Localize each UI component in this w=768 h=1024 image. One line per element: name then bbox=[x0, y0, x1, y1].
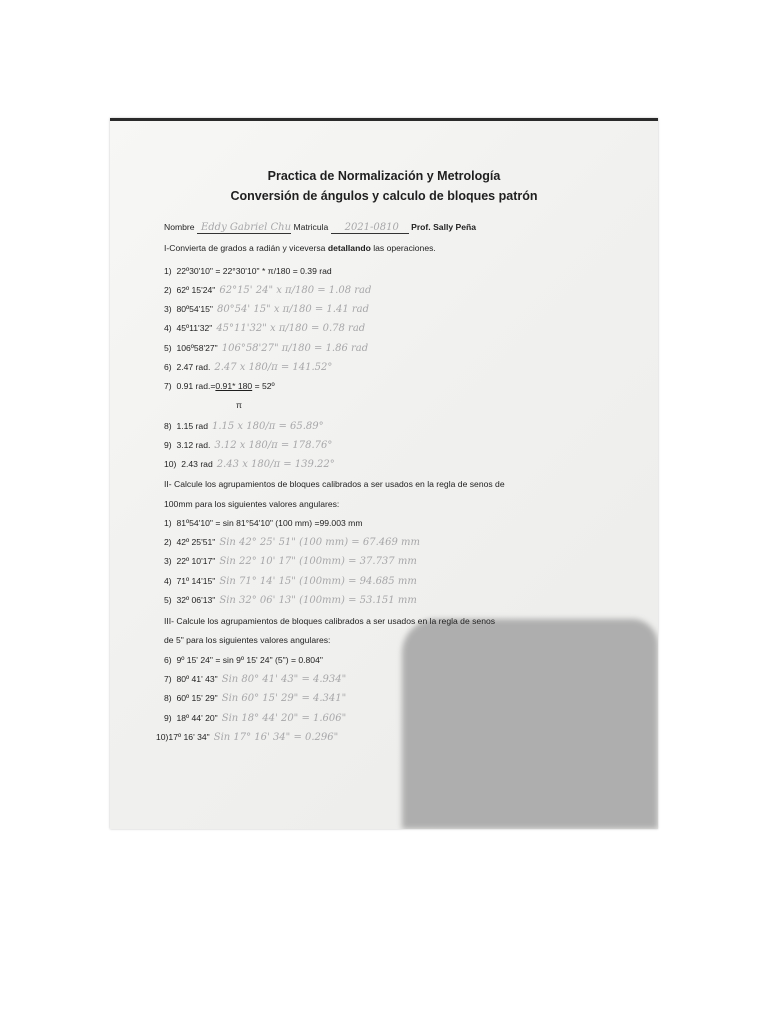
section2-instruction-line2: 100mm para los siguientes valores angulares: bbox=[164, 499, 340, 509]
name-value: Eddy Gabriel Chu bbox=[197, 222, 291, 234]
page-title: Practica de Normalización y Metrología bbox=[267, 169, 501, 183]
s1-item-8: 8) 1.15 rad 1.15 x 180/π = 65.89° bbox=[164, 421, 324, 432]
s2-item-2: 2) 42º 25'51" Sin 42° 25' 51" (100 mm) = 67.469 mm bbox=[164, 537, 420, 548]
s1-item-2: 2) 62º 15'24" 62°15' 24" x π/180 = 1.08 rad bbox=[164, 285, 372, 296]
s2-item-4: 4) 71º 14'15" Sin 71° 14' 15" (100mm) = 94.685 mm bbox=[164, 576, 417, 587]
professor-name: Prof. Sally Peña bbox=[411, 222, 477, 232]
s2-item-3: 3) 22º 10'17" Sin 22° 10' 17" (100mm) = 37.737 mm bbox=[164, 556, 417, 567]
matricula-value: 2021-0810 bbox=[331, 222, 409, 234]
header-row bbox=[164, 222, 476, 234]
worksheet-paper bbox=[110, 118, 658, 829]
page-subtitle: Conversión de ángulos y calculo de bloques patrón bbox=[230, 189, 538, 203]
name-label: Nombre bbox=[164, 222, 195, 232]
s1-item-9: 9) 3.12 rad. 3.12 x 180/π = 178.76° bbox=[164, 440, 333, 451]
section2-instruction-line1: II- Calcule los agrupamientos de bloques calibrados a ser usados en la regla de senos de bbox=[164, 479, 505, 489]
s1-item-4: 4) 45º11'32" 45°11'32" x π/180 = 0.78 rad bbox=[164, 323, 366, 334]
s1-item-5: 5) 106º58'27" 106°58'27" π/180 = 1.86 rad bbox=[164, 343, 369, 354]
s3-item-7: 7) 80º 41' 43" Sin 80° 41' 43" = 4.934" bbox=[164, 674, 347, 685]
s3-item-10: 10)17º 16' 34" Sin 17° 16' 34" = 0.296" bbox=[156, 732, 339, 743]
s1-item-10: 10) 2.43 rad 2.43 x 180/π = 139.22° bbox=[164, 459, 335, 470]
s2-item-5: 5) 32º 06'13" Sin 32° 06' 13" (100mm) = 53.151 mm bbox=[164, 595, 417, 606]
s1-item-1: 1) 22º30'10" = 22°30'10" * π/180 = 0.39 rad bbox=[164, 266, 332, 276]
section3-instruction-line1: III- Calcule los agrupamientos de bloques calibrados a ser usados en la regla de senos bbox=[164, 616, 496, 626]
s1-item-7: 7) 0.91 rad.=0.91* 180 = 52º bbox=[164, 381, 275, 391]
camera-shadow bbox=[402, 619, 658, 829]
section1-instruction: I-Convierta de grados a radián y viceversa detallando las operaciones. bbox=[164, 243, 436, 253]
s3-item-9: 9) 18º 44' 20" Sin 18° 44' 20" = 1.606" bbox=[164, 713, 347, 724]
s3-item-6: 6) 9º 15' 24" = sin 9º 15' 24" (5") = 0.804" bbox=[164, 655, 323, 665]
s1-item-6: 6) 2.47 rad. 2.47 x 180/π = 141.52° bbox=[164, 362, 333, 373]
s2-item-1: 1) 81º54'10" = sin 81°54'10" (100 mm) =99.003 mm bbox=[164, 518, 363, 528]
s3-item-8: 8) 60º 15' 29" Sin 60° 15' 29" = 4.341" bbox=[164, 693, 347, 704]
s1-item-7-denominator: π bbox=[236, 400, 242, 410]
s1-item-3: 3) 80º54'15" 80°54' 15" x π/180 = 1.41 rad bbox=[164, 304, 370, 315]
section3-instruction-line2: de 5" para los siguientes valores angulares: bbox=[164, 635, 331, 645]
matricula-label: Matricula bbox=[293, 222, 329, 232]
